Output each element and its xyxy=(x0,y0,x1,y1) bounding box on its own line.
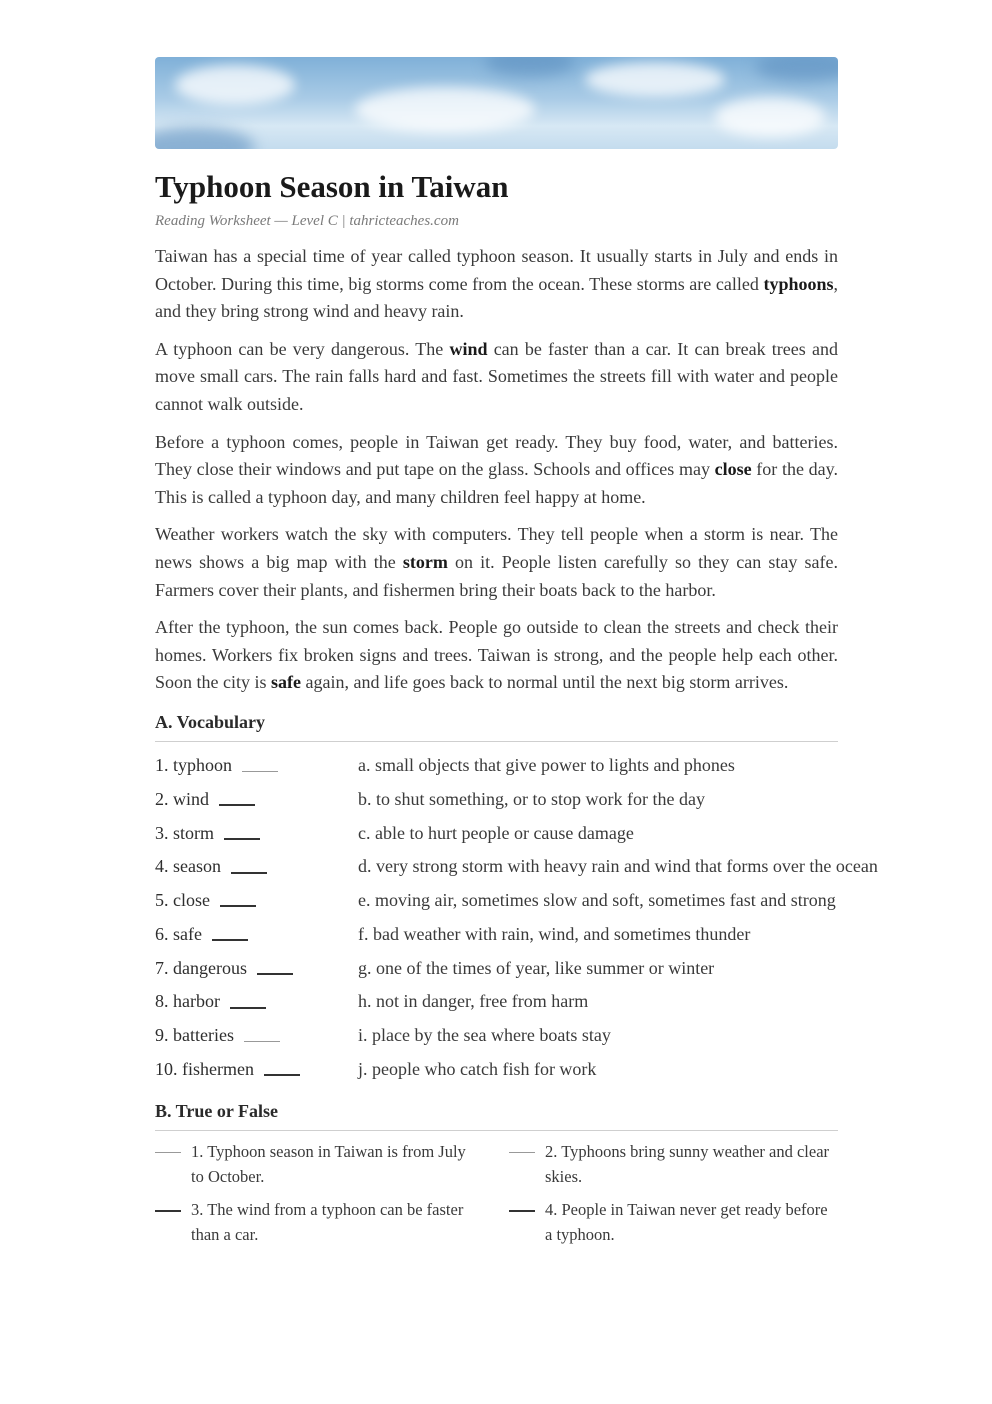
true-false-item: 2. Typhoons bring sunny weather and clear skies. xyxy=(509,1139,829,1190)
vocab-row: 2. wind b. to shut something, or to stop work for the day xyxy=(155,784,838,818)
vocab-definition: c. able to hurt people or cause damage xyxy=(358,822,634,843)
true-false-item: 1. Typhoon season in Taiwan is from July to October. xyxy=(155,1139,475,1190)
vocab-row: 6. safe f. bad weather with rain, wind, and sometimes thunder xyxy=(155,919,838,953)
paragraph-5: After the typhoon, the sun comes back. People go outside to clean the streets and check their homes. Workers fix broken signs and trees. Taiwan is strong, and the people help each other. Soon the city is safe again, and life goes back to normal until the next big storm arrives. xyxy=(155,617,838,693)
answer-blank[interactable] xyxy=(155,1210,181,1212)
vocab-row: 4. season d. very strong storm with heavy rain and wind that forms over the ocean xyxy=(155,851,838,885)
true-false-list xyxy=(155,1139,838,1259)
answer-blank[interactable] xyxy=(509,1210,535,1212)
answer-blank[interactable] xyxy=(220,904,256,907)
sky-banner-image xyxy=(155,57,838,149)
answer-blank[interactable] xyxy=(242,770,278,772)
vocab-row: 1. typhoon a. small objects that give power to lights and phones xyxy=(155,750,838,784)
paragraph-2: A typhoon can be very dangerous. The wind can be faster than a car. It can break trees and move small cars. The rain falls hard and fast. Sometimes the streets fill with water and people cannot walk outside. xyxy=(155,338,838,414)
answer-blank[interactable] xyxy=(244,1040,280,1042)
keyword-wind: wind xyxy=(449,338,488,359)
vocabulary-heading: A. Vocabulary xyxy=(155,709,838,742)
vocabulary-list xyxy=(155,750,878,1088)
vocab-row: 7. dangerous g. one of the times of year, like summer or winter xyxy=(155,953,838,987)
keyword-safe: safe xyxy=(271,672,301,693)
vocab-definition: f. bad weather with rain, wind, and sometimes thunder xyxy=(358,923,751,944)
page-subtitle: Reading Worksheet — Level C | tahricteaches.com xyxy=(155,213,459,229)
vocab-definition: g. one of the times of year, like summer or winter xyxy=(358,957,715,978)
answer-blank[interactable] xyxy=(257,972,293,975)
vocab-definition: h. not in danger, free from harm xyxy=(358,991,589,1012)
vocab-row: 3. storm c. able to hurt people or cause damage xyxy=(155,818,838,852)
keyword-typhoons: typhoons xyxy=(763,273,834,294)
paragraph-1: Taiwan has a special time of year called typhoon season. It usually starts in July and ends in October. During this time, big storms come from the ocean. These storms are called typhoons, and they bring strong wind and heavy rain. xyxy=(155,246,838,322)
page-title: Typhoon Season in Taiwan xyxy=(155,169,509,204)
paragraph-3: Before a typhoon comes, people in Taiwan get ready. They buy food, water, and batteries. They close their windows and put tape on the glass. Schools and offices may close for the day. This is called a typhoon day, and many children feel happy at home. xyxy=(155,431,838,507)
true-false-heading: B. True or False xyxy=(155,1098,838,1131)
answer-blank[interactable] xyxy=(509,1152,535,1153)
answer-blank[interactable] xyxy=(230,1006,266,1009)
vocab-definition: b. to shut something, or to stop work for the day xyxy=(358,788,705,809)
vocab-definition: j. people who catch fish for work xyxy=(358,1059,597,1080)
answer-blank[interactable] xyxy=(264,1073,300,1076)
vocab-definition: a. small objects that give power to lights and phones xyxy=(358,754,735,775)
true-false-item: 4. People in Taiwan never get ready before a typhoon. xyxy=(509,1197,829,1248)
vocab-definition: e. moving air, sometimes slow and soft, sometimes fast and strong xyxy=(358,890,836,911)
vocab-definition: i. place by the sea where boats stay xyxy=(358,1025,611,1046)
keyword-storm: storm xyxy=(402,551,448,572)
answer-blank[interactable] xyxy=(219,803,255,806)
vocab-row: 10. fishermen j. people who catch fish for work xyxy=(155,1054,838,1088)
keyword-close: close xyxy=(714,459,752,480)
vocab-row: 8. harbor h. not in danger, free from harm xyxy=(155,986,838,1020)
answer-blank[interactable] xyxy=(224,837,260,840)
answer-blank[interactable] xyxy=(155,1152,181,1153)
vocab-row: 9. batteries i. place by the sea where boats stay xyxy=(155,1020,838,1054)
answer-blank[interactable] xyxy=(231,871,267,874)
answer-blank[interactable] xyxy=(212,938,248,941)
paragraph-4: Weather workers watch the sky with computers. They tell people when a storm is near. The news shows a big map with the storm on it. People listen carefully so they can stay safe. Farmers cover their plants, and fishermen bring their boats back to the harbor. xyxy=(155,524,838,600)
vocab-row: 5. close e. moving air, sometimes slow and soft, sometimes fast and strong xyxy=(155,885,838,919)
true-false-item: 3. The wind from a typhoon can be faster than a car. xyxy=(155,1197,475,1248)
vocab-definition: d. very strong storm with heavy rain and wind that forms over the ocean xyxy=(358,856,878,877)
worksheet-page xyxy=(155,57,878,1259)
